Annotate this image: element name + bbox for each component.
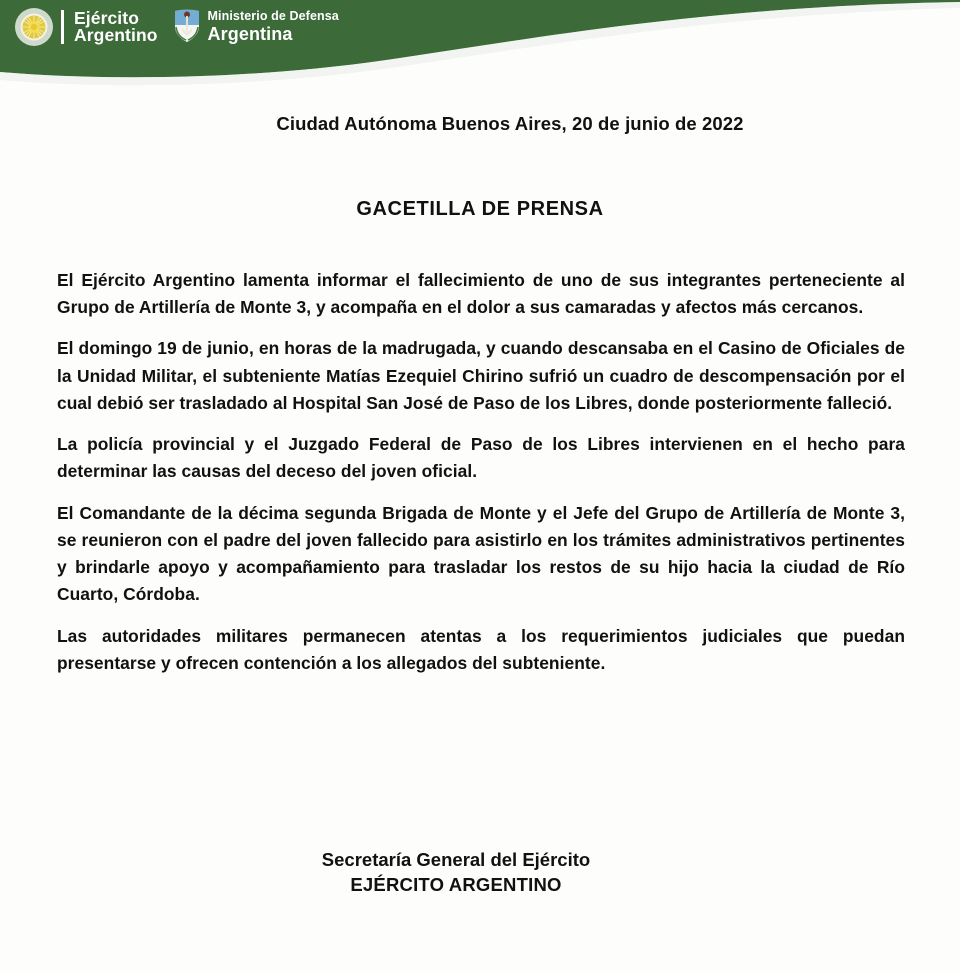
ministry-logo-text xyxy=(208,10,339,43)
logo-divider xyxy=(61,10,64,44)
argentine-national-shield-emblem-icon xyxy=(172,8,202,46)
paragraph: El Comandante de la décima segunda Brigada de Monte y el Jefe del Grupo de Artillería de Monte 3, se reunieron con el padre del joven fallecido para asistirlo en los trámites administrativos pertinentes y brindarle apoyo y acompañamiento para trasladar los restos de su hijo hacia la ciudad de Río Cuarto, Córdoba. xyxy=(57,502,905,605)
paragraph: El Ejército Argentino lamenta informar el fallecimiento de uno de sus integrantes perteneciente al Grupo de Artillería de Monte 3, y acompaña en el dolor a sus camaradas y afectos más cercanos. xyxy=(57,270,905,318)
army-logo-text xyxy=(74,7,158,45)
date-line: Ciudad Autónoma Buenos Aires, 20 de junio de 2022 xyxy=(276,113,744,134)
press-release-text xyxy=(57,267,905,677)
document-body xyxy=(0,96,960,677)
header-logo-group xyxy=(14,7,339,47)
paragraph: Las autoridades militares permanecen atentas a los requerimientos judiciales que puedan presentarse y ofrecen contención a los allegados del subteniente. xyxy=(57,625,905,673)
paragraph: El domingo 19 de junio, en horas de la madrugada, y cuando descansaba en el Casino de Oficiales de la Unidad Militar, el subteniente Matías Ezequiel Chirino sufrió un cuadro de descompensación por el cual debió ser trasladado al Hospital San José de Paso de los Libres, donde posteriormente falleció. xyxy=(57,338,905,413)
paragraph: La policía provincial y el Juzgado Federal de Paso de los Libres intervienen en el hecho para determinar las causas del deceso del joven oficial. xyxy=(57,434,905,482)
signature-block xyxy=(0,848,960,898)
army-logo xyxy=(14,7,158,47)
header-banner xyxy=(0,0,960,96)
army-logo-line2: Argentino xyxy=(74,25,158,45)
sun-of-may-cockade-emblem-icon xyxy=(14,7,54,47)
signature-line1: Secretaría General del Ejército xyxy=(321,849,591,870)
army-logo-line1: Ejército xyxy=(74,7,139,28)
ministry-logo-line2: Argentina xyxy=(207,23,293,44)
ministry-logo-line1: Ministerio de Defensa xyxy=(207,9,339,24)
signature-line2: EJÉRCITO ARGENTINO xyxy=(350,873,562,895)
ministry-logo xyxy=(172,8,339,46)
page-title: GACETILLA DE PRENSA xyxy=(356,198,604,220)
